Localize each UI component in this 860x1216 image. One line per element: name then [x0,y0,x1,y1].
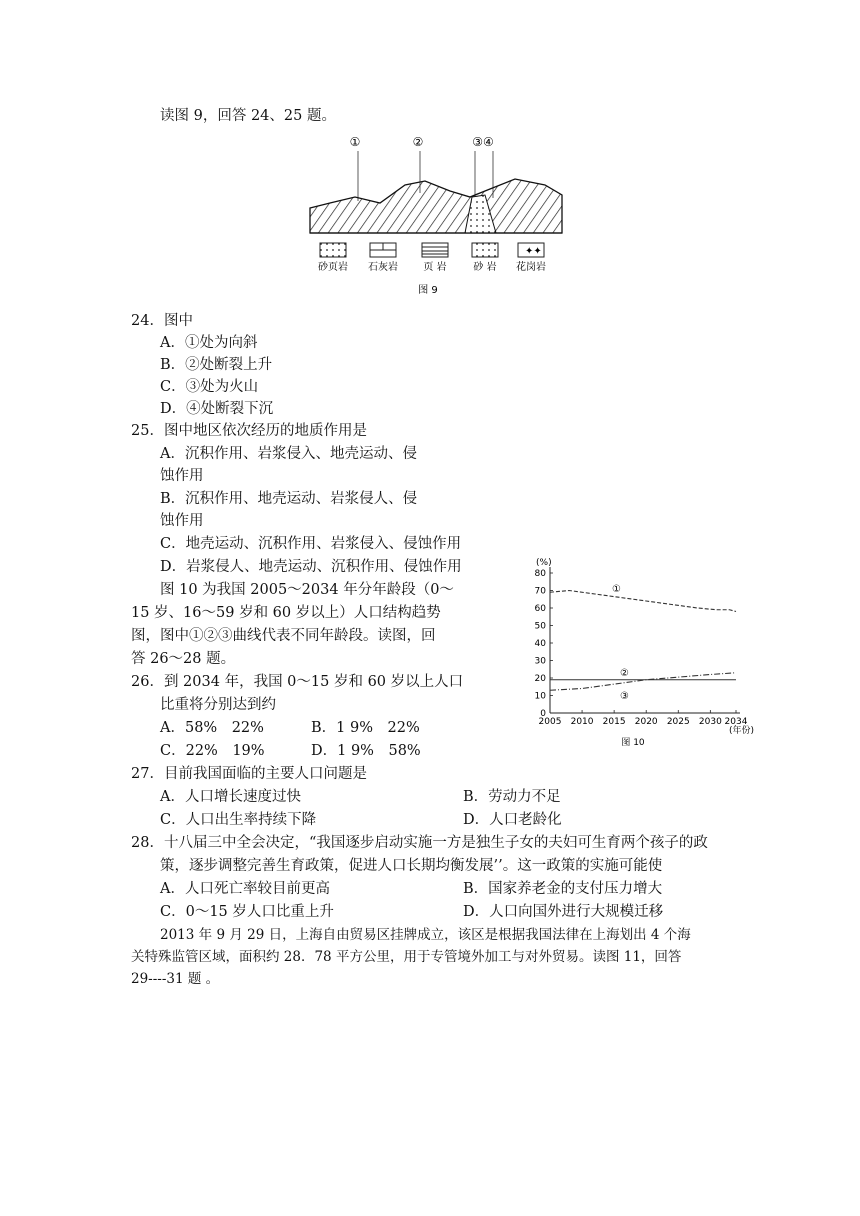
y-unit-label: (%) [536,558,552,568]
fig9-caption: 图 9 [418,285,438,296]
q27-option-a: A．人口增长速度过快 [160,789,301,805]
x-tick-label: 2020 [634,717,658,727]
intro-fig10-line2: 15 岁、16～59 岁和 60 岁以上）人口结构趋势 [131,605,441,621]
q26-option-d: D．1 9% 58% [311,743,421,759]
q25-stem: 25．图中地区依次经历的地质作用是 [131,423,367,439]
series-line-3 [550,673,736,691]
q27-option-b: B．劳动力不足 [463,789,561,805]
q24-option-b: B．②处断裂上升 [160,357,273,373]
y-tick-label: 30 [534,656,546,667]
q27-option-d: D．人口老龄化 [463,812,562,828]
q26-option-b: B．1 9% 22% [311,720,420,736]
marker-34: ③④ [472,135,494,149]
marker-1: ① [349,135,361,149]
y-tick-label: 20 [534,674,546,684]
q24-option-c: C．③处为火山 [160,379,259,395]
series-label-1: ① [612,584,621,595]
intro-fig11-line2: 关特殊监管区域，面积约 28．78 平方公里，用于专管境外加工与对外贸易。读图 11，回答 [131,949,682,965]
y-tick-label: 80 [534,569,546,579]
fig9-legend [318,243,546,273]
q25-option-c: C．地壳运动、沉积作用、岩浆侵入、侵蚀作用 [160,536,462,552]
y-tick-label: 10 [534,691,546,702]
intro-fig9: 读图 9，回答 24、25 题。 [160,108,336,124]
legend-limestone: 石灰岩 [368,262,398,273]
q26-stem-line2: 比重将分别达到约 [160,697,276,713]
series-label-2: ② [620,667,629,679]
q25-option-d: D．岩浆侵人、地壳运动、沉积作用、侵蚀作用 [160,559,462,575]
intro-fig10-line4: 答 26～28 题。 [131,651,236,667]
intro-fig10-line1: 图 10 为我国 2005～2034 年分年龄段（0～ [160,582,454,598]
q25-option-a-cont: 蚀作用 [160,468,204,484]
q26-stem-line1: 26．到 2034 年，我国 0～15 岁和 60 岁以上人口 [131,674,464,690]
y-tick-label: 40 [534,639,546,649]
series-line-1 [550,591,736,612]
q27-stem: 27．目前我国面临的主要人口问题是 [131,766,367,782]
svg-text:✦✦: ✦✦ [525,246,542,257]
x-tick-label: 2010 [570,717,594,727]
q24-stem: 24．图中 [131,313,193,329]
x-tick-label: 2015 [602,717,626,727]
x-tick-label: 2005 [538,717,562,727]
intro-fig11-line3: 29----31 题 。 [131,971,220,987]
x-tick-label: 2030 [698,717,722,727]
legend-granite: 花岗岩 [516,262,546,273]
figure-9-geologic-section [300,133,570,303]
q25-option-b-cont: 蚀作用 [160,513,204,529]
section-body [310,179,562,233]
q24-option-a: A．①处为向斜 [160,335,258,351]
q25-option-a: A．沉积作用、岩浆侵入、地壳运动、侵 [160,446,417,462]
q28-stem-line1: 28．十八届三中全会决定，“我国逐步启动实施一方是独生子女的夫妇可生育两个孩子的政 [131,835,708,851]
q25-option-b: B．沉积作用、地壳运动、岩浆侵人、侵 [160,491,418,507]
intro-fig11-line1: 2013 年 9 月 29 日，上海自由贸易区挂牌成立，该区是根据我国法律在上海划出 4 个海 [160,927,691,943]
q24-option-d: D．④处断裂下沉 [160,401,274,417]
intro-fig10-line3: 图，图中①②③曲线代表不同年龄段。读图，回 [131,628,436,644]
fig10-caption: 图 10 [621,738,645,748]
q28-option-c: C．0～15 岁人口比重上升 [160,904,334,920]
q28-option-b: B．国家养老金的支付压力增大 [463,881,663,897]
series-label-3: ③ [620,691,629,703]
q26-option-a: A．58% 22% [160,720,264,736]
q26-option-c: C．22% 19% [160,743,265,759]
q28-option-a: A．人口死亡率较目前更高 [160,881,330,897]
x-axis-unit-label: (年份) [728,726,754,736]
x-tick-label: 2025 [666,717,690,727]
q28-stem-line2: 策，逐步调整完善生育政策，促进人口长期均衡发展’’。这一政策的实施可能使 [160,858,663,874]
y-tick-label: 70 [534,586,546,597]
y-tick-label: 50 [534,621,546,632]
y-tick-label: 0 [540,709,546,719]
q28-option-d: D．人口向国外进行大规模迁移 [463,904,664,920]
legend-shale: 页 岩 [423,262,447,273]
legend-sandstone: 砂 岩 [473,262,497,273]
q27-option-c: C．人口出生率持续下降 [160,812,317,828]
legend-sandy-shale: 砂页岩 [318,262,348,273]
figure-10-chart [528,555,768,765]
marker-2: ② [412,135,424,149]
x-tick-label: 2034 [724,717,748,727]
y-tick-label: 60 [534,604,546,614]
